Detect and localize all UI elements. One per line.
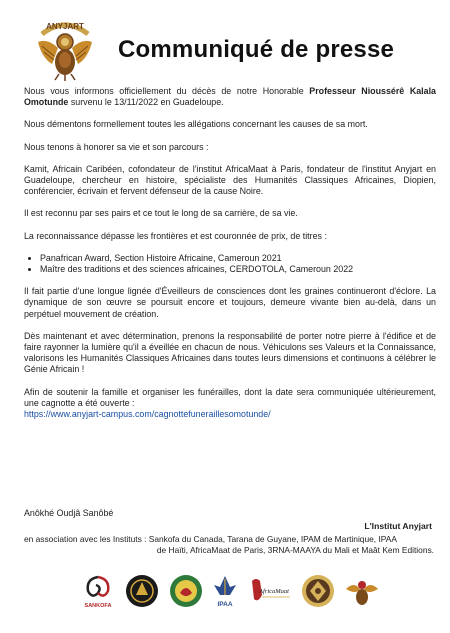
fundraiser-link[interactable]: https://www.anyjart-campus.com/cagnottefuneraillesomotunde/ bbox=[24, 409, 271, 420]
paragraph-honor: Nous tenons à honorer sa vie et son parcours : bbox=[24, 141, 209, 152]
maat-kem-logo bbox=[344, 573, 380, 609]
paragraph-biography: Kamit, Africain Caribéen, cofondateur de l'institut AfricaMaat à Paris, fondateur de l'institut Anyjart en Guadeloupe, chercheur en histoire, spécialiste des Humanités Classiques Africaines, Diopien, conférencier, écrivain et fervent défenseur de la cause Noire. bbox=[24, 163, 436, 197]
press-release-body bbox=[24, 86, 436, 420]
anyjart-logo bbox=[34, 12, 96, 82]
paragraph-denial: Nous démentons formellement toutes les allégations concernant les causes de sa mort. bbox=[24, 119, 368, 130]
association-text: en association avec les Instituts : Sankofa du Canada, Tarana de Guyane, IPAM de Martinique, IPAA de Haïti, AfricaMaat de Paris, 3RNA-MAAYA du Mali et Maât Kem Editions. bbox=[24, 534, 434, 555]
maaya-logo bbox=[300, 573, 336, 609]
paragraph-fundraiser: Afin de soutenir la famille et organiser les funérailles, dont la date sera communiquée ultérieurement, une cagnotte a été ouverte : https://www.anyjart-campus.com/cagnottefuneraillesomotunde/ bbox=[24, 386, 436, 420]
paragraph-legacy: Il fait partie d'une longue lignée d'Éveilleurs de consciences dont les graines continueront d'éclore. La dynamique de son œuvre se poursuit encore et toujours, demeure vivante bien au-delà, dans un perpétuel mouvement de création. bbox=[24, 286, 436, 319]
africamaat-logo bbox=[246, 573, 292, 609]
professor-name: Professeur Nioussérê Kalala Omotunde bbox=[24, 86, 436, 108]
page-title: Communiqué de presse bbox=[118, 36, 395, 63]
paragraph-recognition: Il est reconnu par ses pairs et ce tout le long de sa carrière, de sa vie. bbox=[24, 208, 298, 219]
svg-text:IPAA: IPAA bbox=[217, 601, 233, 608]
awards-list bbox=[24, 253, 436, 275]
svg-text:AfricaMaat: AfricaMaat bbox=[259, 588, 289, 595]
ipam-logo bbox=[168, 573, 204, 609]
logo-text: ANYJART bbox=[46, 22, 84, 31]
paragraph-announcement: Nous vous informons officiellement du décès de notre Honorable Professeur Nioussérê Kalala Omotunde survenu le 13/11/2022 en Guadeloupe. bbox=[24, 86, 436, 108]
signature: Anôkhé Oudjâ Sanôbé bbox=[24, 508, 114, 518]
award-item: • Maître des traditions et des sciences africaines, CERDOTOLA, Cameroun 2022 bbox=[40, 264, 436, 275]
sankofa-logo bbox=[80, 573, 116, 609]
tarana-logo bbox=[124, 573, 160, 609]
institute-name: L'Institut Anyjart bbox=[364, 521, 432, 531]
partner-logos bbox=[80, 573, 380, 609]
svg-text:SANKOFA: SANKOFA bbox=[84, 603, 112, 609]
paragraph-awards-intro: La reconnaissance dépasse les frontières et est couronnée de prix, de titres : bbox=[24, 230, 327, 241]
ipaa-logo bbox=[210, 573, 240, 609]
paragraph-call-to-action: Dès maintenant et avec détermination, prenons la responsabilité de porter notre pierre à l'édifice et de faire rayonner la lumière qu'il a éveillée en chacun de nous. Véhiculons ses Valeurs et la Connaissance, valorisons les Humanités Classiques Africaines dans toutes leurs dimensions et continuons à célébrer le Génie Africain ! bbox=[24, 330, 436, 375]
award-item: • Panafrican Award, Section Histoire Africaine, Cameroun 2021 bbox=[40, 253, 436, 264]
